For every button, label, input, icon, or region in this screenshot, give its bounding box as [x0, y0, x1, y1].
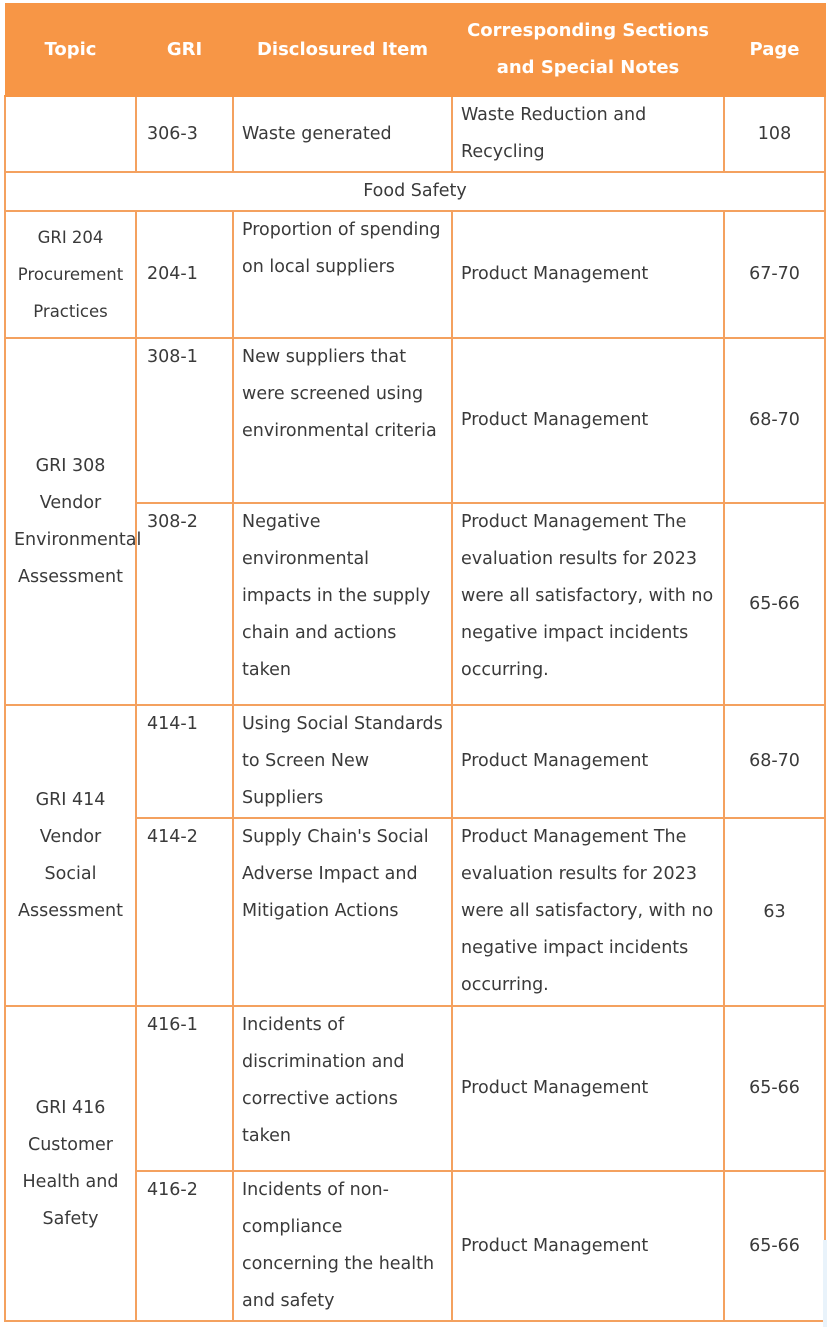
header-page: Page	[724, 3, 825, 96]
gri-index-table	[4, 3, 826, 1322]
page-number: 65-66	[724, 503, 825, 705]
topic-cell	[5, 96, 136, 172]
page-number: 68-70	[724, 338, 825, 503]
disclosured-item: Negative environmental impacts in the supply chain and actions taken	[233, 503, 452, 705]
page-number: 68-70	[724, 705, 825, 818]
disclosured-item: Using Social Standards to Screen New Suppliers	[233, 705, 452, 818]
section-notes: Product Management The evaluation results for 2023 were all satisfactory, with no negative impact incidents occurring.	[452, 503, 724, 705]
page-number: 63	[724, 818, 825, 1006]
header-row	[5, 3, 825, 96]
table-row	[5, 338, 825, 503]
gri-code: 308-2	[136, 503, 233, 705]
gri-index-table-container	[4, 3, 824, 1322]
page-number: 67-70	[724, 211, 825, 338]
header-topic: Topic	[5, 3, 136, 96]
topic-cell: GRI 414 Vendor Social Assessment	[5, 705, 136, 1006]
topic-cell: GRI 308 Vendor Environmental Assessment	[5, 338, 136, 705]
section-notes: Waste Reduction and Recycling	[452, 96, 724, 172]
disclosured-item: Supply Chain's Social Adverse Impact and Mitigation Actions	[233, 818, 452, 1006]
section-title-food-safety: Food Safety	[5, 172, 825, 211]
gri-code: 414-2	[136, 818, 233, 1006]
header-sections-notes: Corresponding Sections and Special Notes	[452, 3, 724, 96]
page-number: 108	[724, 96, 825, 172]
topic-cell: GRI 204 Procurement Practices	[5, 211, 136, 338]
disclosured-item: Incidents of non-compliance concerning the health and safety	[233, 1171, 452, 1321]
section-notes: Product Management	[452, 1171, 724, 1321]
table-row	[5, 96, 825, 172]
section-notes: Product Management	[452, 338, 724, 503]
gri-code: 306-3	[136, 96, 233, 172]
section-notes: Product Management	[452, 1006, 724, 1171]
section-notes: Product Management The evaluation results for 2023 were all satisfactory, with no negative impact incidents occurring.	[452, 818, 724, 1006]
table-row	[5, 1006, 825, 1171]
header-gri: GRI	[136, 3, 233, 96]
gri-code: 416-2	[136, 1171, 233, 1321]
section-notes: Product Management	[452, 211, 724, 338]
disclosured-item: Incidents of discrimination and corrective actions taken	[233, 1006, 452, 1171]
topic-cell: GRI 416 Customer Health and Safety	[5, 1006, 136, 1321]
disclosured-item: Waste generated	[233, 96, 452, 172]
page-number: 65-66	[724, 1171, 825, 1321]
disclosured-item: Proportion of spending on local suppliers	[233, 211, 452, 338]
disclosured-item: New suppliers that were screened using environmental criteria	[233, 338, 452, 503]
gri-code: 308-1	[136, 338, 233, 503]
header-disclosured-item: Disclosured Item	[233, 3, 452, 96]
table-row	[5, 211, 825, 338]
table-row	[5, 705, 825, 818]
gri-code: 204-1	[136, 211, 233, 338]
gri-code: 414-1	[136, 705, 233, 818]
page-number: 65-66	[724, 1006, 825, 1171]
section-notes: Product Management	[452, 705, 724, 818]
gri-code: 416-1	[136, 1006, 233, 1171]
page-edge-shadow	[823, 1240, 827, 1327]
section-row	[5, 172, 825, 211]
